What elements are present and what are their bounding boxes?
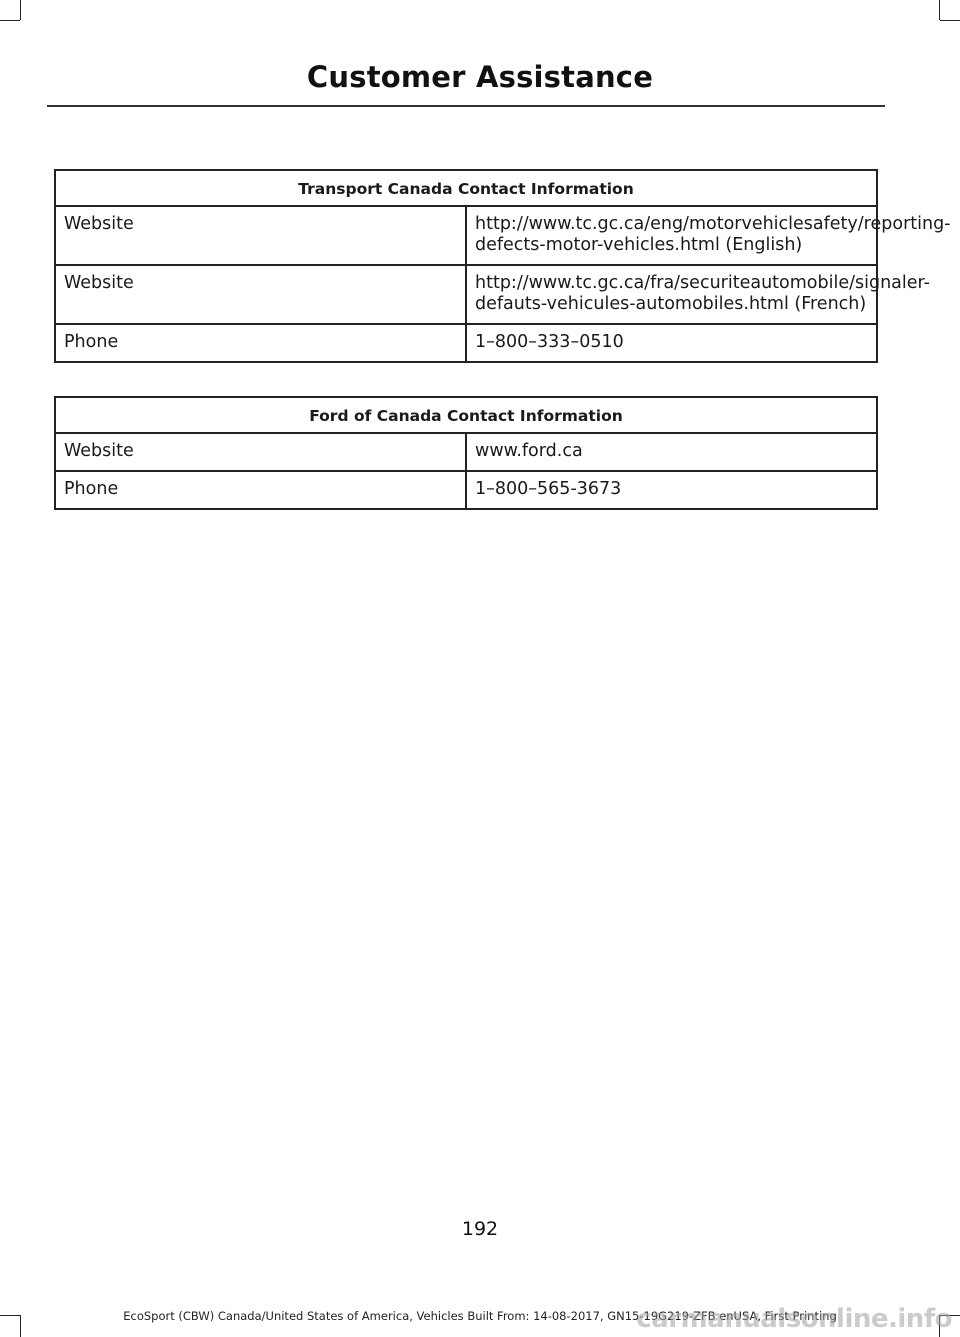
phone-number: 1–800–565-3673 <box>466 471 877 509</box>
row-label: Website <box>55 265 466 324</box>
table-row <box>55 206 877 265</box>
transport-canada-table-heading: Transport Canada Contact Information <box>55 170 877 206</box>
ford-canada-contact-table <box>54 396 878 510</box>
phone-number: 1–800–333–0510 <box>466 324 877 362</box>
crop-mark <box>940 20 960 21</box>
watermark: carmanualsonline.info <box>636 1304 952 1334</box>
page-title: Customer Assistance <box>306 60 654 94</box>
crop-mark <box>939 0 940 20</box>
title-divider <box>47 105 885 107</box>
table-row <box>55 433 877 471</box>
row-label: Phone <box>55 471 466 509</box>
table-row <box>55 471 877 509</box>
crop-mark <box>0 20 20 21</box>
footer-text: EcoSport (CBW) Canada/United States of America, Vehicles Built From: 14-08-2017, GN15-19G219-ZFB enUSA, First Printing <box>123 1309 837 1323</box>
crop-mark <box>20 0 21 20</box>
website-link[interactable]: www.ford.ca <box>466 433 877 471</box>
table-row <box>55 265 877 324</box>
ford-canada-table-heading: Ford of Canada Contact Information <box>55 397 877 433</box>
table-row <box>55 324 877 362</box>
transport-canada-contact-table <box>54 169 951 363</box>
website-french-link[interactable]: http://www.tc.gc.ca/fra/securiteautomobile/signaler-defauts-vehicules-automobiles.html (French) <box>466 265 877 324</box>
row-label: Website <box>55 433 466 471</box>
row-label: Website <box>55 206 466 265</box>
row-label: Phone <box>55 324 466 362</box>
website-english-link[interactable]: http://www.tc.gc.ca/eng/motorvehiclesafety/reporting-defects-motor-vehicles.html (English) <box>466 206 877 265</box>
page-number: 192 <box>461 1218 499 1240</box>
